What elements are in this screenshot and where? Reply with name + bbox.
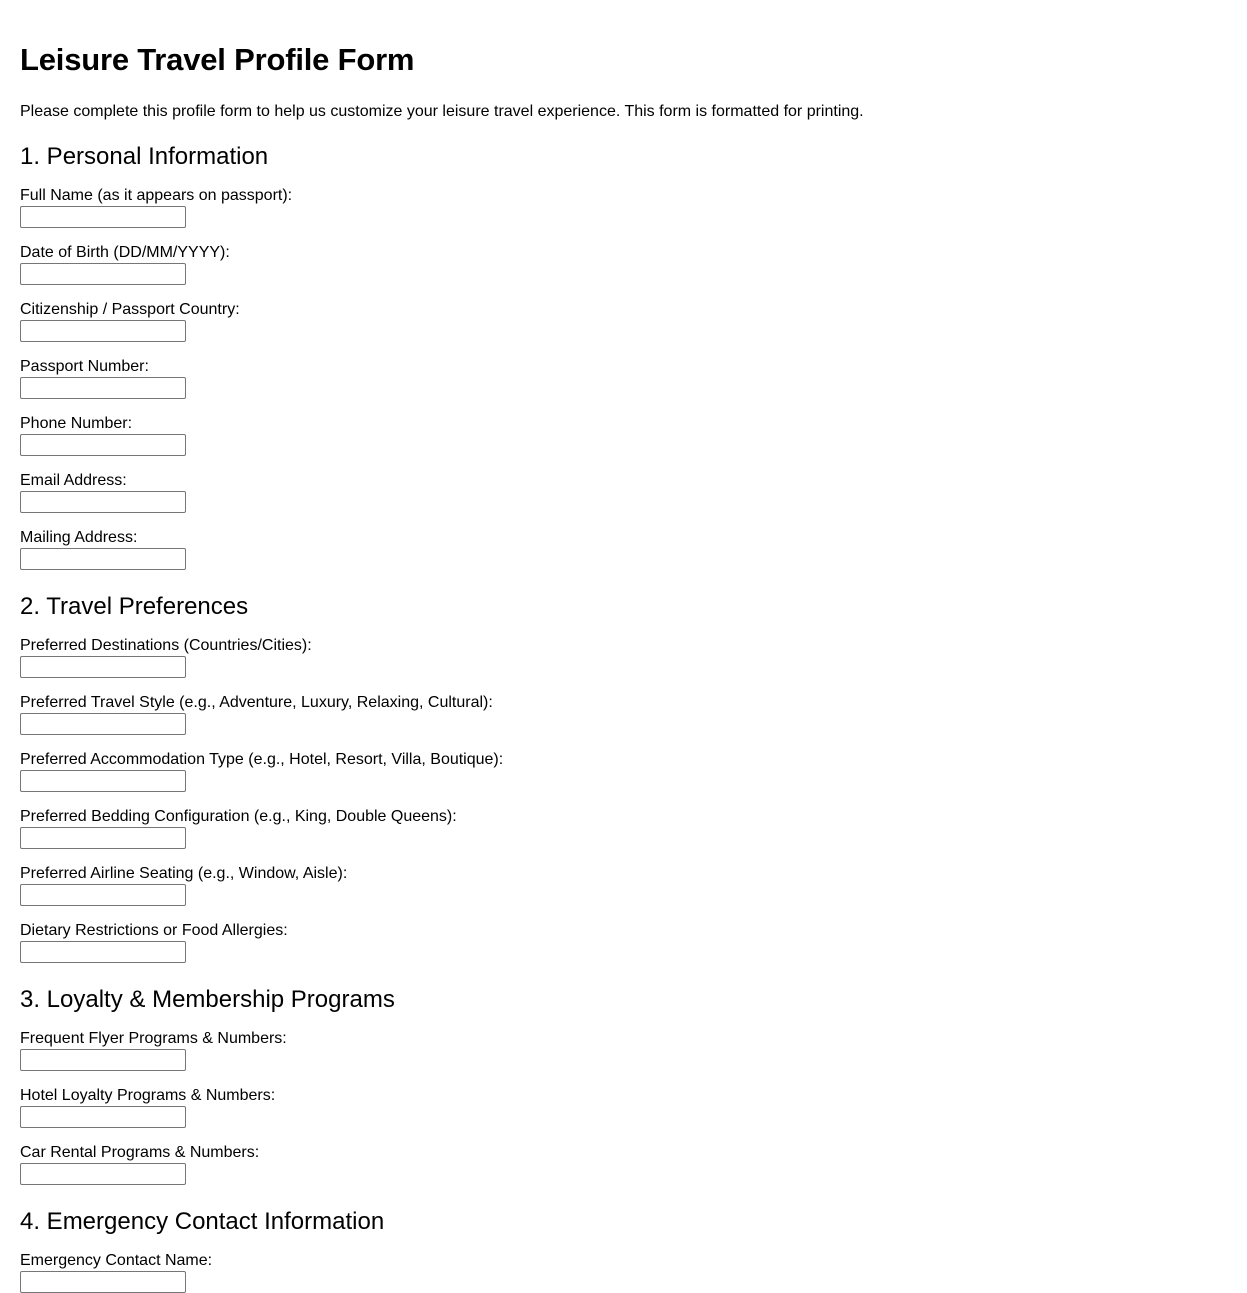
hotel-loyalty-label: Hotel Loyalty Programs & Numbers:: [20, 1087, 276, 1104]
full-name-label: Full Name (as it appears on passport):: [20, 187, 293, 204]
travel-style-field: [20, 694, 1227, 735]
hotel-loyalty-field: [20, 1087, 1227, 1128]
preferred-destinations-input[interactable]: [20, 656, 186, 678]
car-rental-field: [20, 1144, 1227, 1185]
dietary-restrictions-field: [20, 922, 1227, 963]
date-of-birth-label: Date of Birth (DD/MM/YYYY):: [20, 244, 230, 261]
full-name-field: [20, 187, 1227, 228]
emergency-contact-name-field: [20, 1252, 1227, 1293]
hotel-loyalty-input[interactable]: [20, 1106, 186, 1128]
section-emergency-contact: [20, 1207, 1227, 1293]
passport-number-field: [20, 358, 1227, 399]
car-rental-label: Car Rental Programs & Numbers:: [20, 1144, 260, 1161]
form-intro: Please complete this profile form to help us customize your leisure travel experience. This form is formatted for printing.: [20, 103, 864, 120]
travel-style-input[interactable]: [20, 713, 186, 735]
section-heading: 3. Loyalty & Membership Programs: [20, 986, 395, 1013]
citizenship-field: [20, 301, 1227, 342]
passport-number-label: Passport Number:: [20, 358, 149, 375]
dietary-restrictions-input[interactable]: [20, 941, 186, 963]
section-heading: 1. Personal Information: [20, 143, 269, 170]
page-title: Leisure Travel Profile Form: [20, 42, 415, 77]
car-rental-input[interactable]: [20, 1163, 186, 1185]
citizenship-label: Citizenship / Passport Country:: [20, 301, 240, 318]
phone-number-input[interactable]: [20, 434, 186, 456]
email-address-label: Email Address:: [20, 472, 127, 489]
citizenship-input[interactable]: [20, 320, 186, 342]
accommodation-type-label: Preferred Accommodation Type (e.g., Hotel, Resort, Villa, Boutique):: [20, 751, 504, 768]
mailing-address-label: Mailing Address:: [20, 529, 138, 546]
bedding-configuration-label: Preferred Bedding Configuration (e.g., King, Double Queens):: [20, 808, 457, 825]
section-heading: 2. Travel Preferences: [20, 593, 249, 620]
section-heading: 4. Emergency Contact Information: [20, 1208, 385, 1235]
bedding-configuration-field: [20, 808, 1227, 849]
section-travel-preferences: [20, 592, 1227, 963]
travel-style-label: Preferred Travel Style (e.g., Adventure, Luxury, Relaxing, Cultural):: [20, 694, 493, 711]
phone-number-field: [20, 415, 1227, 456]
preferred-destinations-label: Preferred Destinations (Countries/Cities):: [20, 637, 312, 654]
accommodation-type-field: [20, 751, 1227, 792]
email-address-field: [20, 472, 1227, 513]
date-of-birth-input[interactable]: [20, 263, 186, 285]
passport-number-input[interactable]: [20, 377, 186, 399]
section-loyalty-programs: [20, 985, 1227, 1185]
mailing-address-field: [20, 529, 1227, 570]
airline-seating-field: [20, 865, 1227, 906]
accommodation-type-input[interactable]: [20, 770, 186, 792]
mailing-address-input[interactable]: [20, 548, 186, 570]
emergency-contact-name-input[interactable]: [20, 1271, 186, 1293]
frequent-flyer-field: [20, 1030, 1227, 1071]
dietary-restrictions-label: Dietary Restrictions or Food Allergies:: [20, 922, 288, 939]
preferred-destinations-field: [20, 637, 1227, 678]
phone-number-label: Phone Number:: [20, 415, 133, 432]
airline-seating-input[interactable]: [20, 884, 186, 906]
airline-seating-label: Preferred Airline Seating (e.g., Window, Aisle):: [20, 865, 348, 882]
frequent-flyer-label: Frequent Flyer Programs & Numbers:: [20, 1030, 287, 1047]
full-name-input[interactable]: [20, 206, 186, 228]
email-address-input[interactable]: [20, 491, 186, 513]
bedding-configuration-input[interactable]: [20, 827, 186, 849]
section-personal-information: [20, 142, 1227, 570]
emergency-contact-name-label: Emergency Contact Name:: [20, 1252, 213, 1269]
date-of-birth-field: [20, 244, 1227, 285]
frequent-flyer-input[interactable]: [20, 1049, 186, 1071]
